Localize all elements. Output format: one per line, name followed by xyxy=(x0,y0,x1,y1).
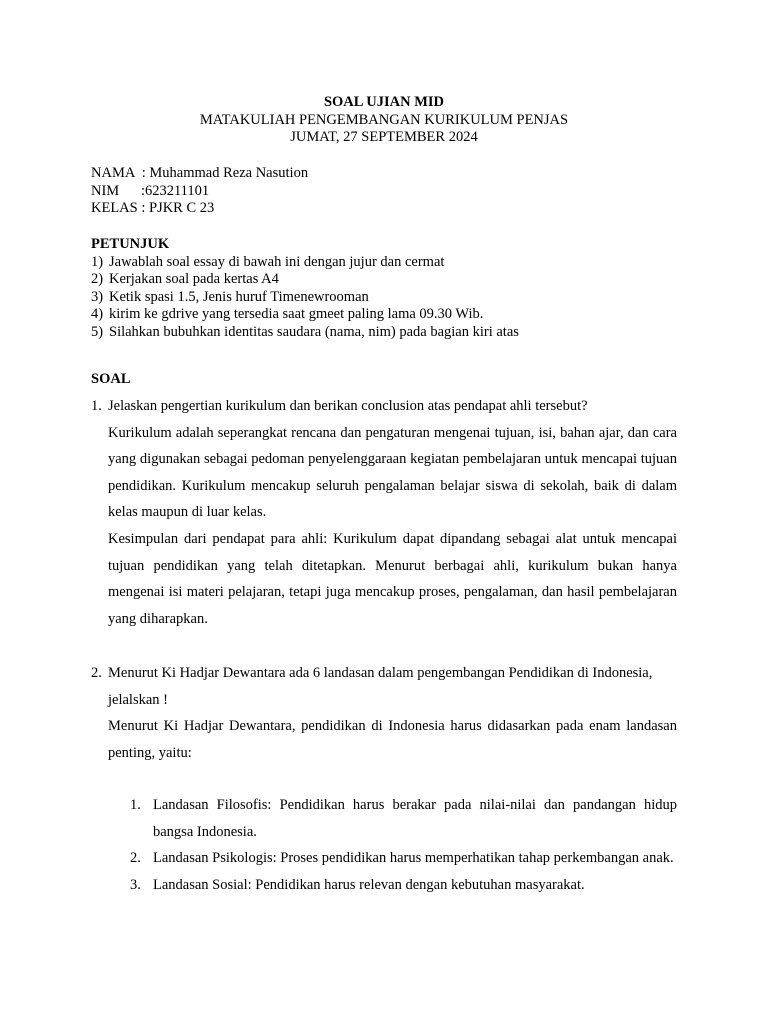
instruction-text: kirim ke gdrive yang tersedia saat gmeet paling lama 09.30 Wib. xyxy=(109,306,484,322)
instruction-number: 3) xyxy=(91,288,104,305)
question-1 xyxy=(91,393,677,632)
instruction-text: Silahkan bubuhkan identitas saudara (nama, nim) pada bagian kiri atas xyxy=(109,323,519,340)
answer-block xyxy=(108,420,677,633)
instruction-item xyxy=(91,324,691,342)
instructions-heading: PETUNJUK xyxy=(91,236,170,252)
answer-intro: Menurut Ki Hadjar Dewantara, pendidikan di Indonesia harus didasarkan pada enam landasan penting, yaitu: xyxy=(108,718,677,761)
instruction-text: Kerjakan soal pada kertas A4 xyxy=(109,271,279,287)
list-item xyxy=(130,792,677,845)
identity-nim: NIM :623211101 xyxy=(91,182,210,199)
question-2 xyxy=(91,660,677,766)
exam-title: SOAL UJIAN MID xyxy=(323,94,445,110)
instruction-item xyxy=(91,306,691,324)
answer-paragraph: Kurikulum adalah seperangkat rencana dan pengaturan mengenai tujuan, isi, bahan ajar, dan cara yang digunakan sebagai pedoman penyelenggaraan kegiatan pembelajaran untuk mencapai tujuan pendidikan. Kurikulum mencakup seluruh pengalaman belajar siswa di sekolah, baik di dalam kelas maupun di luar kelas. xyxy=(108,424,677,521)
course-name: MATAKULIAH PENGEMBANGAN KURIKULUM PENJAS xyxy=(199,111,569,128)
landasan-list xyxy=(130,792,677,898)
list-text: Landasan Psikologis: Proses pendidikan harus memperhatikan tahap perkembangan anak. xyxy=(153,850,674,867)
list-text: Landasan Filosofis: Pendidikan harus berakar pada nilai-nilai dan pandangan hidup bangsa Indonesia. xyxy=(153,797,677,840)
list-number: 1. xyxy=(130,797,141,813)
instruction-number: 2) xyxy=(91,271,104,287)
answer-block xyxy=(108,713,677,766)
list-number: 2. xyxy=(130,850,141,867)
list-item xyxy=(130,872,677,899)
exam-date: JUMAT, 27 SEPTEMBER 2024 xyxy=(290,129,478,145)
instruction-text: Jawablah soal essay di bawah ini dengan jujur dan cermat xyxy=(109,253,445,270)
instruction-number: 5) xyxy=(91,323,104,340)
instruction-item xyxy=(91,289,691,307)
instruction-item xyxy=(91,271,691,289)
question-number: 1. xyxy=(91,398,102,414)
exam-header xyxy=(0,94,768,147)
answer-paragraph: Kesimpulan dari pendapat para ahli: Kurikulum dapat dipandang sebagai alat untuk mencapai tujuan pendidikan yang telah ditetapkan. Menurut berbagai ahli, kurikulum bukan hanya mengenai isi materi pelajaran, tetapi juga mencakup proses, pengalaman, dan hasil pembelajaran yang diharapkan. xyxy=(108,530,677,627)
instruction-item xyxy=(91,254,691,272)
student-identity xyxy=(91,165,308,218)
instruction-number: 1) xyxy=(91,253,104,270)
identity-nama: NAMA : Muhammad Reza Nasution xyxy=(91,165,309,181)
instructions-section xyxy=(91,236,691,341)
list-item xyxy=(130,845,677,872)
question-text: Menurut Ki Hadjar Dewantara ada 6 landasan dalam pengembangan Pendidikan di Indonesia, jelalskan ! xyxy=(108,665,653,708)
soal-heading: SOAL xyxy=(91,371,131,387)
list-number: 3. xyxy=(130,876,141,893)
question-number: 2. xyxy=(91,665,102,681)
question-text: Jelaskan pengertian kurikulum dan berikan conclusion atas pendapat ahli tersebut? xyxy=(108,398,588,414)
list-text: Landasan Sosial: Pendidikan harus relevan dengan kebutuhan masyarakat. xyxy=(153,876,585,893)
instruction-number: 4) xyxy=(91,306,104,322)
identity-kelas: KELAS : PJKR C 23 xyxy=(91,200,215,216)
instruction-text: Ketik spasi 1.5, Jenis huruf Timenewrooman xyxy=(109,288,369,305)
